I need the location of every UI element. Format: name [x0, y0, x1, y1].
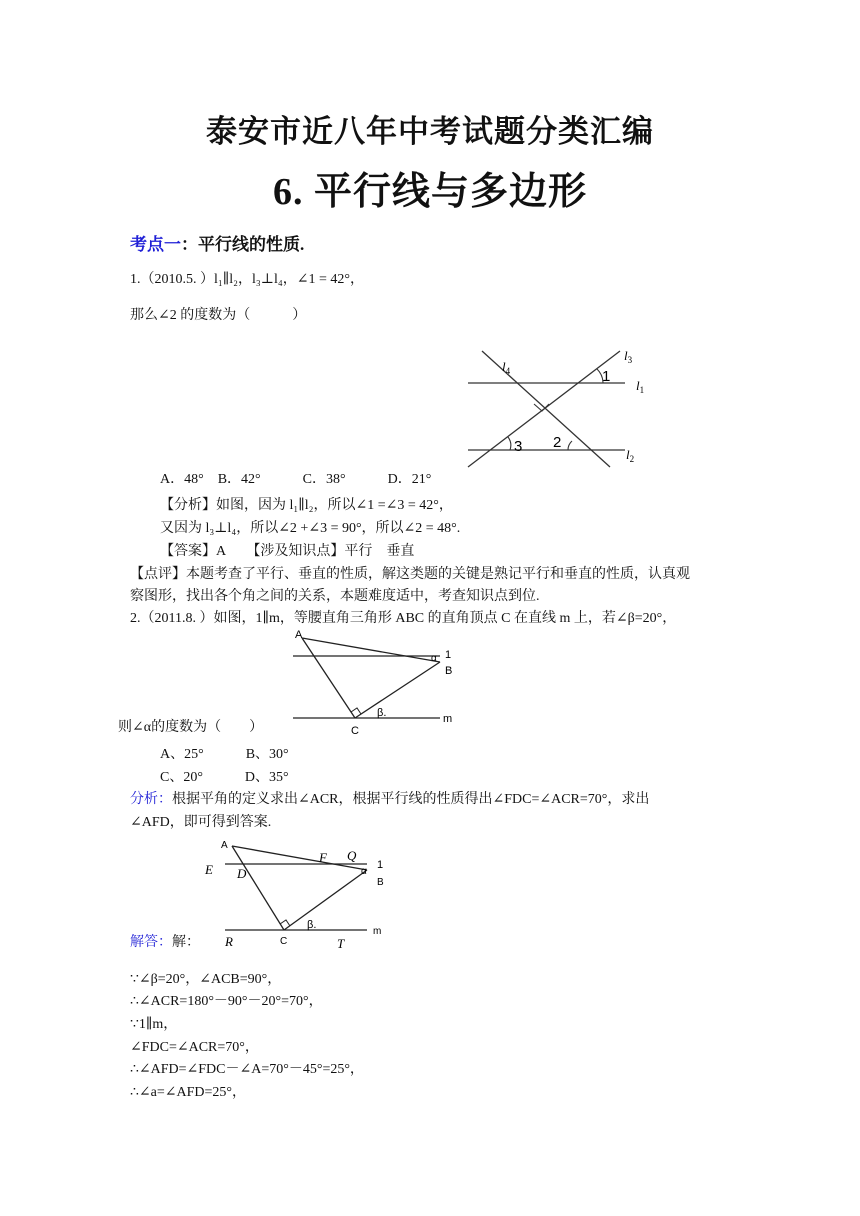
q2-step-4: ∠FDC=∠ACR=70°， — [130, 1040, 259, 1055]
label-beta: β. — [307, 919, 317, 931]
document-title: 泰安市近八年中考试题分类汇编 — [206, 114, 654, 149]
q2-figure-2 — [195, 836, 395, 951]
label-Q: Q — [347, 848, 357, 863]
q2-stem: 2.（2011.8. ）如图，1∥m，等腰直角三角形 ABC 的直角顶点 C 在直线 m 上，若∠β=20°， — [130, 611, 677, 626]
side-AB — [302, 638, 440, 662]
section-heading — [130, 230, 304, 255]
q1-ask: 那么∠2 的度数为（ ） — [130, 308, 307, 323]
section-topic: 平行线的性质. — [198, 235, 305, 254]
angle-2-label: 2 — [553, 434, 562, 451]
q2-step-1: ∵∠β=20°，∠ACB=90°， — [130, 972, 282, 987]
solution-label: 解答： — [130, 935, 172, 950]
label-C: C — [280, 936, 288, 947]
q2-solution-header — [130, 933, 200, 953]
label-l: 1 — [445, 649, 452, 661]
label-m: m — [373, 926, 382, 937]
q2-step-3: ∵1∥m， — [130, 1017, 178, 1032]
label-beta: β. — [377, 707, 387, 719]
q1-figure — [460, 345, 670, 470]
label-l1: $l_1$ — [636, 378, 645, 395]
q2-analysis-2: ∠AFD，即可得到答案. — [130, 815, 272, 830]
angle-3-arc — [508, 437, 511, 450]
solution-word: 解： — [172, 935, 200, 950]
q1-analysis-1: 【分析】如图，因为 l₁∥l₂，所以∠1 =∠3 = 42°， — [160, 498, 453, 513]
analysis-text: 根据平角的定义求出∠ACR，根据平行线的性质得出∠FDC=∠ACR=70°，求出 — [172, 792, 650, 807]
label-B: B — [445, 665, 453, 677]
q2-figure-1 — [285, 628, 465, 740]
q2-step-2: ∴∠ACR=180°－90°－20°=70°， — [130, 994, 323, 1009]
q1-answer: 【答案】A 【涉及知识点】平行 垂直 — [160, 544, 415, 559]
q1-comment-2: 察图形，找出各个角之间的关系，本题难度适中，考查知识点到位. — [130, 589, 540, 604]
side-AC — [302, 638, 355, 718]
label-D: D — [237, 866, 247, 881]
angle-1-label: 1 — [602, 368, 611, 385]
label-l3: $l_3$ — [624, 348, 633, 365]
q2-options-ab: A、25° B、30° — [160, 747, 289, 762]
q2-analysis-1 — [130, 790, 649, 810]
chapter-title: 6. 平行线与多边形 — [272, 171, 587, 213]
q2-step-5: ∴∠AFD=∠FDC－∠A=70°－45°=25°， — [130, 1062, 364, 1077]
side-BC — [284, 870, 367, 930]
q1-options: A．48° B．42° C．38° D．21° — [160, 472, 432, 487]
q1-comment-1: 【点评】本题考查了平行、垂直的性质，解这类题的关键是熟记平行和垂直的性质，认真观 — [130, 567, 690, 582]
q2-step-6: ∴∠a=∠AFD=25°， — [130, 1085, 246, 1100]
label-A: A — [295, 629, 303, 641]
label-A: A — [221, 840, 228, 851]
q1-analysis-2: 又因为 l₃⊥l₄，所以∠2 +∠3 = 90°，所以∠2 = 48°. — [160, 521, 461, 536]
label-R: R — [225, 934, 233, 949]
label-l: 1 — [377, 859, 384, 871]
q2-options-cd: C、20° D、35° — [160, 770, 289, 785]
label-m: m — [443, 713, 453, 725]
section-colon: ： — [181, 235, 198, 254]
q2-ask: 则∠α的度数为（ ） — [118, 720, 264, 735]
label-B: B — [377, 877, 384, 888]
label-l2: $l_2$ — [626, 447, 635, 464]
label-alpha: α — [431, 653, 437, 664]
analysis-label: 分析： — [130, 792, 172, 807]
side-BC — [355, 662, 440, 718]
side-AC — [232, 846, 284, 930]
label-T: T — [337, 936, 345, 951]
q1-stem: 1.（2010.5. ）l₁∥l₂，l₃⊥l₄，∠1 = 42°， — [130, 272, 364, 287]
section-label: 考点一 — [130, 235, 181, 254]
label-C: C — [351, 725, 359, 737]
angle-3-label: 3 — [514, 438, 523, 455]
label-alpha: α — [361, 866, 367, 877]
label-l4: $l_4$ — [502, 359, 511, 376]
angle-2-arc — [568, 441, 572, 450]
label-F: F — [319, 850, 327, 865]
label-E: E — [205, 862, 213, 877]
